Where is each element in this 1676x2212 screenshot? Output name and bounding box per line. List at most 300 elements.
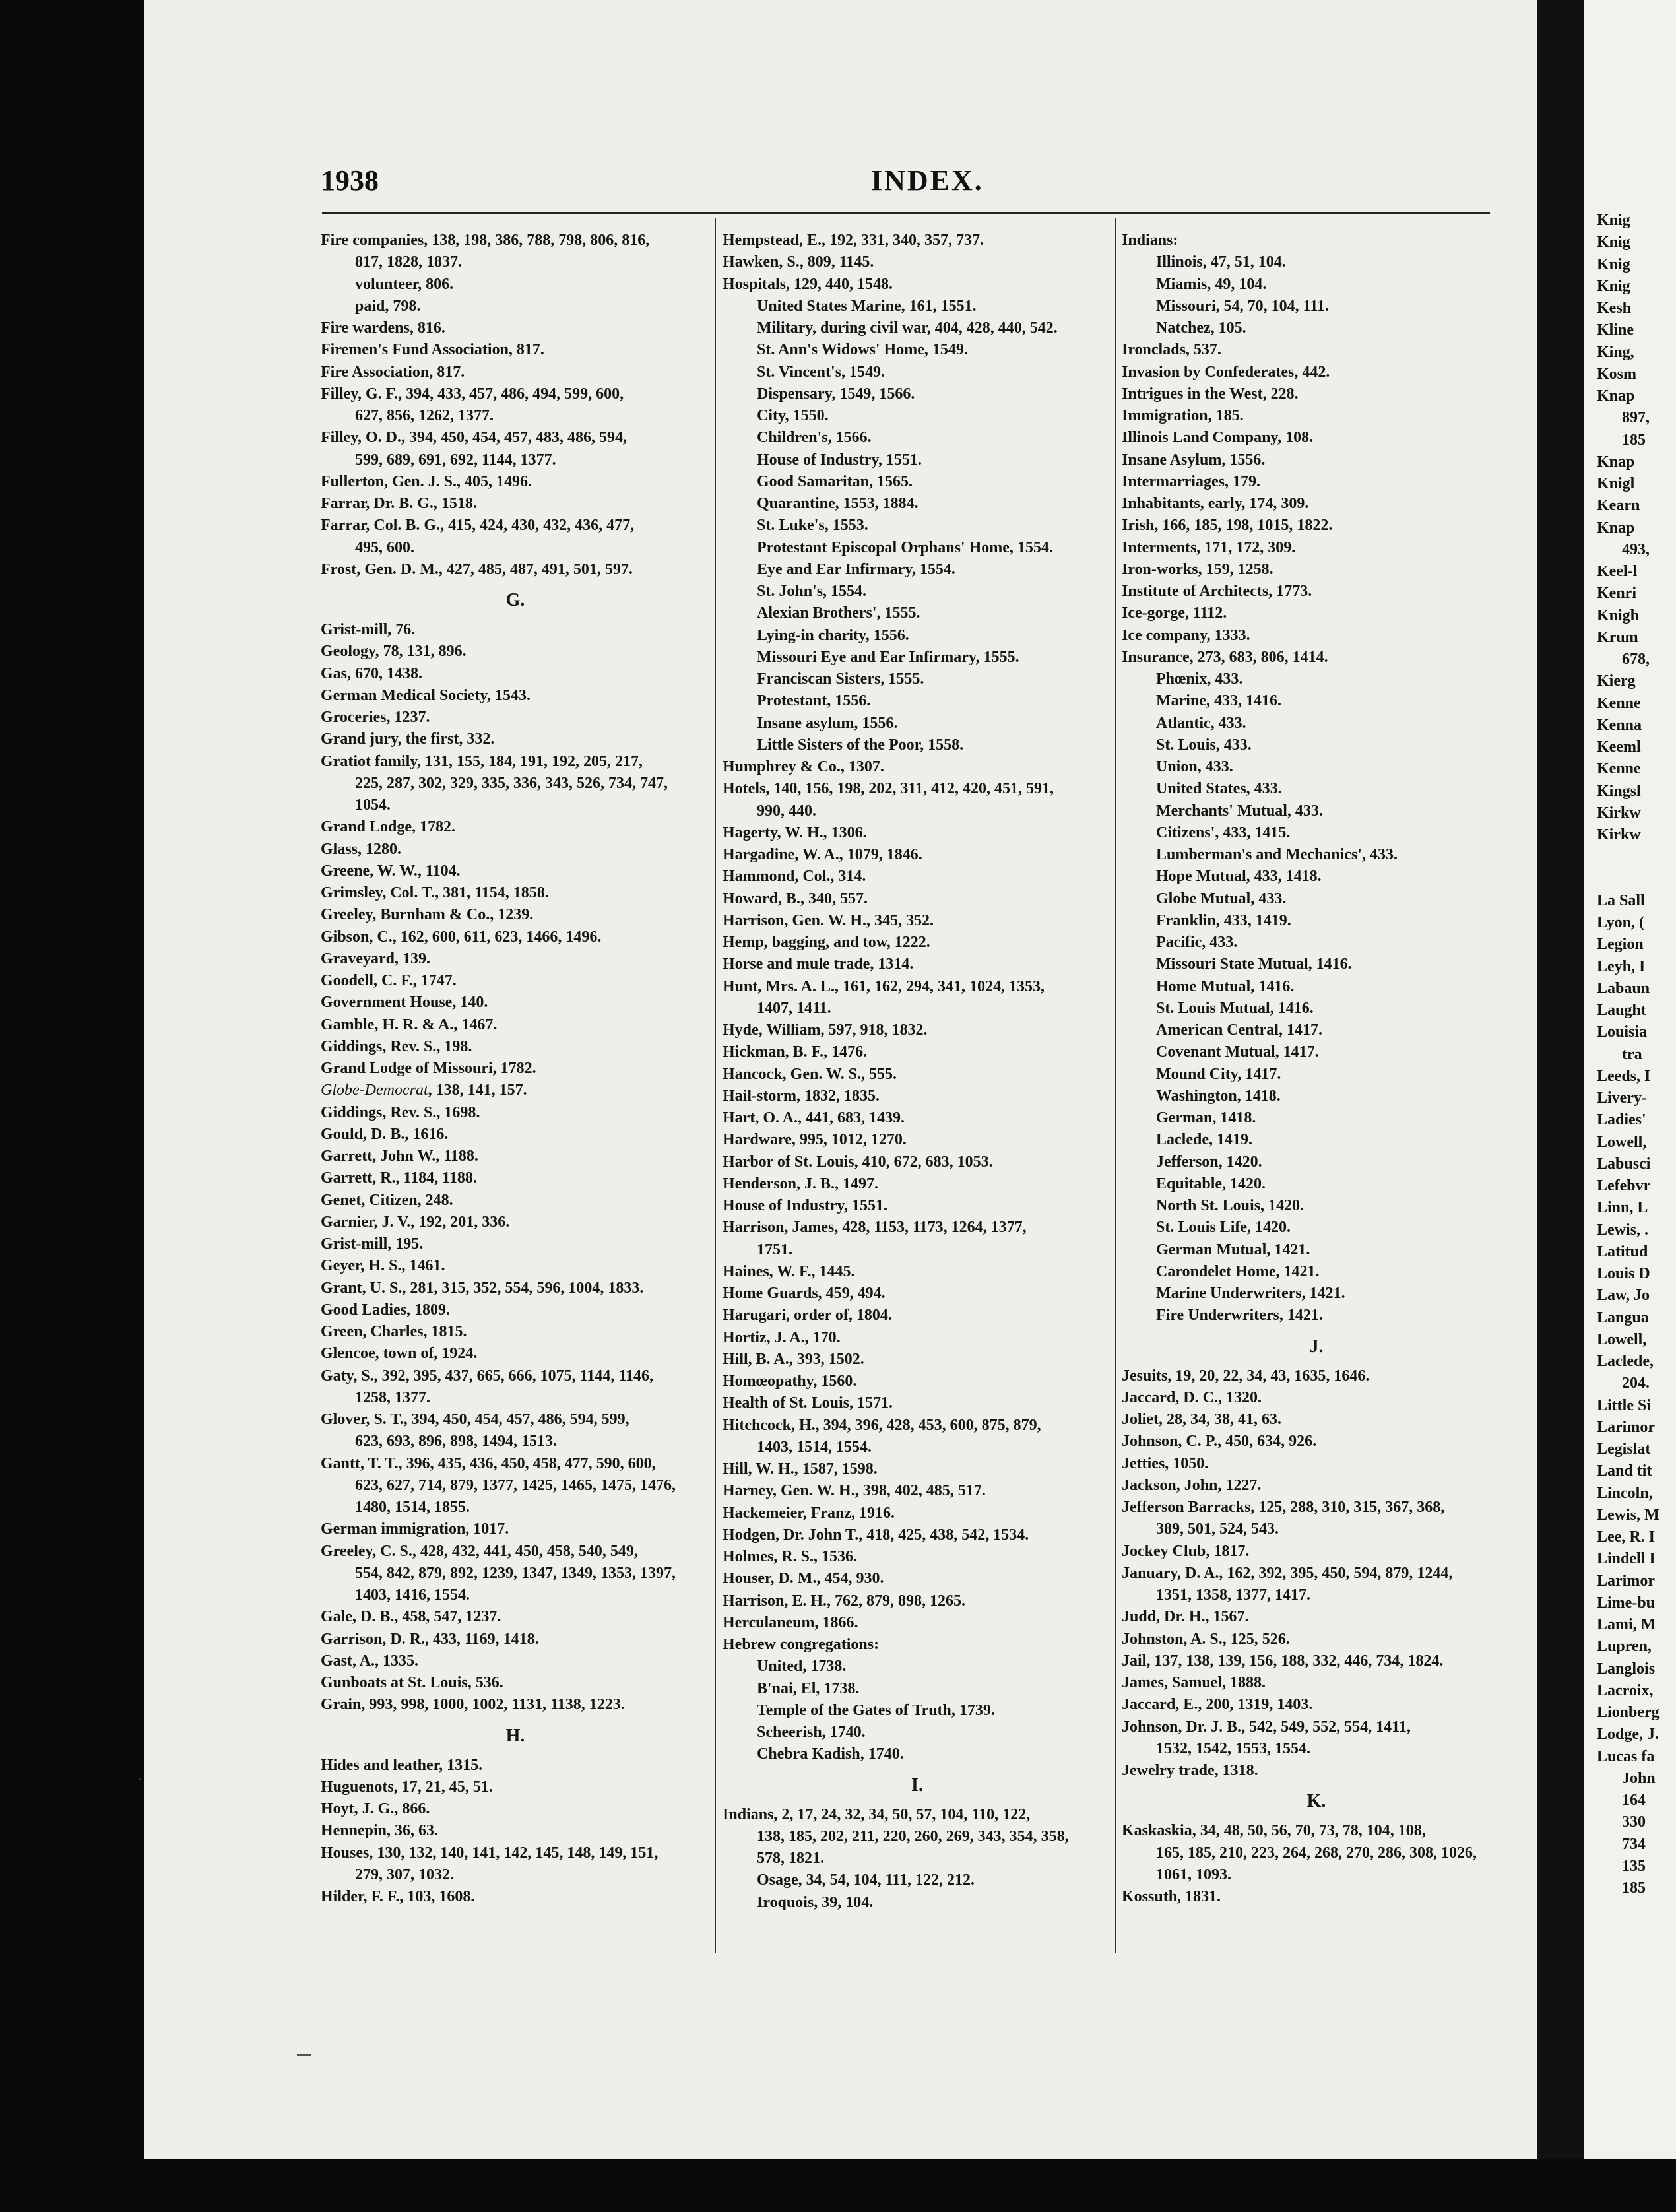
facing-page-fragment: Kirkw	[1597, 804, 1641, 822]
index-entry: Good Ladies, 1809.	[321, 1301, 451, 1318]
index-subentry: Union, 433.	[1156, 758, 1233, 775]
index-entry: Ice-gorge, 1112.	[1122, 604, 1227, 622]
facing-page-fragment: Leeds, I	[1597, 1067, 1651, 1085]
facing-page-fragment: La Sall	[1597, 892, 1645, 909]
index-entry: Giddings, Rev. S., 198.	[321, 1037, 472, 1055]
index-entry: Johnston, A. S., 125, 526.	[1122, 1630, 1290, 1648]
index-entry: Farrar, Col. B. G., 415, 424, 430, 432, 436, 477,	[321, 517, 635, 535]
index-entry-continuation: 1054.	[355, 797, 391, 814]
index-entry-continuation: 623, 693, 896, 898, 1494, 1513.	[355, 1433, 557, 1450]
index-subentry: House of Industry, 1551.	[757, 451, 922, 469]
index-subentry: United, 1738.	[757, 1658, 847, 1675]
index-subentry: Fire Underwriters, 1421.	[1156, 1307, 1323, 1324]
index-subentry: Alexian Brothers', 1555.	[757, 604, 920, 622]
facing-page-fragment: 330	[1622, 1813, 1646, 1831]
facing-page-gap	[1584, 868, 1676, 890]
facing-page-fragment: Ladies'	[1597, 1111, 1646, 1129]
index-entry: Insurance, 273, 683, 806, 1414.	[1122, 648, 1328, 666]
index-subentry: Iroquois, 39, 104.	[757, 1893, 874, 1911]
facing-page-fragment: Lodge, J.	[1597, 1726, 1660, 1743]
index-subentry: Citizens', 433, 1415.	[1156, 824, 1291, 841]
facing-page-fragment: Langua	[1597, 1309, 1649, 1326]
index-subentry: United States, 433.	[1156, 780, 1282, 798]
index-entry: Home Guards, 459, 494.	[723, 1285, 886, 1302]
facing-page-fragment: Law, Jo	[1597, 1287, 1650, 1305]
index-subentry: Dispensary, 1549, 1566.	[757, 385, 915, 403]
index-subentry: Insane asylum, 1556.	[757, 714, 898, 732]
index-column-1	[321, 230, 710, 1985]
index-entry: Hides and leather, 1315.	[321, 1756, 483, 1774]
index-entry: Hennepin, 36, 63.	[321, 1822, 439, 1840]
index-subentry: Merchants' Mutual, 433.	[1156, 802, 1323, 820]
facing-page-fragment: Legislat	[1597, 1441, 1651, 1458]
index-entry: Filley, G. F., 394, 433, 457, 486, 494, 599, 600,	[321, 385, 624, 403]
index-entry: Holmes, R. S., 1536.	[723, 1548, 857, 1565]
index-entry: Gale, D. B., 458, 547, 1237.	[321, 1608, 501, 1626]
facing-page-fragment: Little Si	[1597, 1396, 1651, 1414]
scan-mark	[297, 2054, 311, 2056]
index-entry: Goodell, C. F., 1747.	[321, 972, 457, 989]
index-entry: Immigration, 185.	[1122, 407, 1244, 424]
index-subentry: Protestant Episcopal Orphans' Home, 1554.	[757, 538, 1053, 556]
index-entry: Horse and mule trade, 1314.	[723, 956, 914, 973]
facing-page-fragment: 164	[1622, 1792, 1646, 1809]
facing-page-fragment: Legion	[1597, 936, 1644, 954]
section-letter-heading: K.	[1306, 1791, 1326, 1812]
index-entry: Hill, W. H., 1587, 1598.	[723, 1460, 878, 1478]
index-entry: Inhabitants, early, 174, 309.	[1122, 495, 1309, 512]
index-entry: Garrett, John W., 1188.	[321, 1148, 478, 1165]
index-entry: German Medical Society, 1543.	[321, 686, 531, 704]
index-entry: Grand Lodge of Missouri, 1782.	[321, 1060, 536, 1077]
index-entry-continuation: 554, 842, 879, 892, 1239, 1347, 1349, 1353, 1397,	[355, 1564, 676, 1582]
index-entry: Grand Lodge, 1782.	[321, 818, 456, 836]
index-entry: Jaccard, E., 200, 1319, 1403.	[1122, 1696, 1313, 1714]
facing-page-edge	[1584, 0, 1676, 2159]
facing-page-fragment: Lee, R. I	[1597, 1528, 1655, 1545]
scan-speck: ·	[139, 1775, 142, 1785]
index-entry: Hickman, B. F., 1476.	[723, 1043, 868, 1061]
index-entry-continuation: 1258, 1377.	[355, 1388, 430, 1406]
facing-page-fragment: Lewis, .	[1597, 1221, 1648, 1239]
index-subentry: Franklin, 433, 1419.	[1156, 911, 1291, 929]
index-entry: Johnson, C. P., 450, 634, 926.	[1122, 1433, 1317, 1450]
index-entry: Fire companies, 138, 198, 386, 788, 798, 806, 816,	[321, 232, 650, 249]
facing-page-fragment: Kearn	[1597, 497, 1640, 515]
index-entry: Grant, U. S., 281, 315, 352, 554, 596, 1004, 1833.	[321, 1279, 644, 1297]
facing-page-fragment: Kenri	[1597, 585, 1636, 602]
index-subentry: Missouri Eye and Ear Infirmary, 1555.	[757, 648, 1019, 666]
index-entry-continuation: 623, 627, 714, 879, 1377, 1425, 1465, 1475, 1476,	[355, 1476, 676, 1494]
index-subentry: Globe Mutual, 433.	[1156, 890, 1287, 907]
scan-border	[0, 2159, 1676, 2212]
facing-page-fragment: 185	[1622, 1879, 1646, 1897]
index-entry: Greene, W. W., 1104.	[321, 862, 461, 880]
facing-page-fragment: 204.	[1622, 1375, 1650, 1392]
index-subentry: volunteer, 806.	[355, 275, 454, 293]
index-entry-continuation: 1480, 1514, 1855.	[355, 1499, 470, 1516]
index-entry: Harrison, Gen. W. H., 345, 352.	[723, 911, 934, 929]
index-entry: Haines, W. F., 1445.	[723, 1262, 855, 1280]
index-entry: Gould, D. B., 1616.	[321, 1125, 449, 1143]
header-rule	[322, 212, 1490, 214]
index-entry: Indians, 2, 17, 24, 32, 34, 50, 57, 104, 110, 122,	[723, 1805, 1031, 1823]
section-letter-heading: J.	[1309, 1336, 1324, 1357]
index-entry: Gratiot family, 131, 155, 184, 191, 192, 205, 217,	[321, 752, 643, 770]
index-entry: Ironclads, 537.	[1122, 341, 1221, 359]
facing-page-fragment: 493,	[1622, 540, 1650, 558]
index-entry-continuation: 990, 440.	[757, 802, 816, 820]
index-entry: Interments, 171, 172, 309.	[1122, 538, 1296, 556]
index-entry: Houser, D. M., 454, 930.	[723, 1570, 884, 1588]
facing-page-fragment: 185	[1622, 431, 1646, 449]
facing-page-fragment: Knigl	[1597, 475, 1635, 492]
facing-page-fragment: Kenne	[1597, 694, 1641, 712]
index-subentry: Laclede, 1419.	[1156, 1131, 1252, 1149]
facing-page-gap	[1584, 846, 1676, 868]
index-column-2	[723, 230, 1112, 1985]
facing-page-fragment: Lyon, (	[1597, 914, 1645, 931]
index-subentry: Washington, 1418.	[1156, 1087, 1281, 1105]
index-entry: Ice company, 1333.	[1122, 626, 1250, 644]
index-subentry: Children's, 1566.	[757, 429, 872, 447]
index-entry-continuation: 578, 1821.	[757, 1850, 824, 1867]
facing-page-fragment: Kingsl	[1597, 782, 1641, 800]
index-entry: Hawken, S., 809, 1145.	[723, 253, 874, 271]
index-subentry: Scheerish, 1740.	[757, 1724, 866, 1741]
index-subentry: St. Louis Mutual, 1416.	[1156, 999, 1314, 1017]
index-entry: Judd, Dr. H., 1567.	[1122, 1608, 1249, 1626]
index-entry: Genet, Citizen, 248.	[321, 1191, 453, 1209]
index-entry: Frost, Gen. D. M., 427, 485, 487, 491, 501, 597.	[321, 560, 633, 578]
index-subentry: Missouri State Mutual, 1416.	[1156, 956, 1352, 973]
index-subentry: German, 1418.	[1156, 1109, 1256, 1126]
facing-page-fragment: 135	[1622, 1857, 1646, 1875]
facing-page-fragment: John	[1622, 1769, 1656, 1787]
index-entry: Hancock, Gen. W. S., 555.	[723, 1065, 897, 1083]
index-entry-continuation: 1403, 1514, 1554.	[757, 1438, 872, 1456]
index-entry: Institute of Architects, 1773.	[1122, 583, 1312, 600]
index-entry: Gaty, S., 392, 395, 437, 665, 666, 1075, 1144, 1146,	[321, 1367, 654, 1384]
index-entry: Hotels, 140, 156, 198, 202, 311, 412, 420, 451, 591,	[723, 780, 1054, 798]
facing-page-fragment: Larimor	[1597, 1572, 1655, 1590]
index-entry: Hill, B. A., 393, 1502.	[723, 1350, 864, 1368]
index-entry: House of Industry, 1551.	[723, 1197, 888, 1214]
index-entry: Indians:	[1122, 232, 1178, 249]
index-entry: Greeley, Burnham & Co., 1239.	[321, 906, 534, 924]
index-subentry: Military, during civil war, 404, 428, 440, 542.	[757, 319, 1058, 337]
index-subentry: Home Mutual, 1416.	[1156, 977, 1295, 995]
column-rule	[1115, 218, 1116, 1953]
index-entry-continuation: 389, 501, 524, 543.	[1156, 1520, 1279, 1538]
facing-page-fragment: Kenna	[1597, 716, 1642, 734]
index-entry-continuation: 1407, 1411.	[757, 999, 831, 1017]
index-subentry: Chebra Kadish, 1740.	[757, 1745, 904, 1763]
index-subentry: Hope Mutual, 433, 1418.	[1156, 868, 1322, 886]
index-entry: Hitchcock, H., 394, 396, 428, 453, 600, 875, 879,	[723, 1416, 1041, 1434]
index-entry: Hackemeier, Franz, 1916.	[723, 1504, 895, 1522]
facing-page-fragment: Lowell,	[1597, 1133, 1647, 1151]
index-subentry: United States Marine, 161, 1551.	[757, 297, 977, 315]
index-subentry: American Central, 1417.	[1156, 1022, 1322, 1039]
index-entry: Fire wardens, 816.	[321, 319, 445, 337]
index-entry: Hardware, 995, 1012, 1270.	[723, 1131, 907, 1149]
index-entry: Hammond, Col., 314.	[723, 868, 866, 886]
facing-page-fragments	[1584, 210, 1676, 1899]
index-subentry: St. Luke's, 1553.	[757, 517, 868, 535]
index-subentry: Eye and Ear Infirmary, 1554.	[757, 560, 955, 578]
index-entry: Hospitals, 129, 440, 1548.	[723, 275, 893, 293]
index-subentry: German Mutual, 1421.	[1156, 1241, 1310, 1258]
index-entry: Henderson, J. B., 1497.	[723, 1175, 879, 1192]
index-entry: Grain, 993, 998, 1000, 1002, 1131, 1138, 1223.	[321, 1696, 625, 1714]
facing-page-fragment: Linn, L	[1597, 1199, 1648, 1217]
index-entry: Huguenots, 17, 21, 45, 51.	[321, 1778, 493, 1796]
index-entry: Firemen's Fund Association, 817.	[321, 341, 544, 359]
index-entry-continuation: 138, 185, 202, 211, 220, 260, 269, 343, 354, 358,	[757, 1827, 1069, 1845]
index-subentry: St. Vincent's, 1549.	[757, 363, 886, 381]
index-entry: Jefferson Barracks, 125, 288, 310, 315, 367, 368,	[1122, 1499, 1445, 1516]
index-entry: Garrett, R., 1184, 1188.	[321, 1169, 477, 1187]
index-entry-continuation: 627, 856, 1262, 1377.	[355, 407, 494, 424]
index-entry: Garnier, J. V., 192, 201, 336.	[321, 1213, 510, 1231]
section-letter-heading: H.	[505, 1725, 525, 1746]
index-entry: Globe-Democrat, 138, 141, 157.	[321, 1082, 527, 1099]
index-entry: Harrison, E. H., 762, 879, 898, 1265.	[723, 1592, 966, 1610]
index-entry: Jetties, 1050.	[1122, 1454, 1209, 1472]
index-subentry: paid, 798.	[355, 297, 421, 315]
index-subentry: Atlantic, 433.	[1156, 714, 1246, 732]
section-letter-heading: I.	[911, 1774, 923, 1796]
facing-page-fragment: 897,	[1622, 409, 1650, 427]
facing-page-fragment: Labusci	[1597, 1155, 1651, 1173]
index-entry-continuation: 1061, 1093.	[1156, 1866, 1231, 1883]
index-entry: Giddings, Rev. S., 1698.	[321, 1103, 480, 1121]
facing-page-fragment: Kierg	[1597, 672, 1636, 690]
facing-page-fragment: tra	[1622, 1045, 1642, 1063]
facing-page-fragment: Latitud	[1597, 1243, 1648, 1260]
facing-page-fragment: Keeml	[1597, 738, 1641, 756]
index-entry: Harbor of St. Louis, 410, 672, 683, 1053.	[723, 1153, 993, 1171]
index-subentry: Equitable, 1420.	[1156, 1175, 1266, 1192]
facing-page-fragment: Krum	[1597, 628, 1638, 646]
index-entry: Jackson, John, 1227.	[1122, 1476, 1262, 1494]
index-entry: Graveyard, 139.	[321, 950, 430, 967]
index-entry: Gas, 670, 1438.	[321, 665, 423, 682]
index-entry: Hart, O. A., 441, 683, 1439.	[723, 1109, 905, 1126]
index-entry: Health of St. Louis, 1571.	[723, 1394, 893, 1412]
index-entry: Farrar, Dr. B. G., 1518.	[321, 495, 477, 512]
index-entry: James, Samuel, 1888.	[1122, 1674, 1266, 1691]
index-subentry: Good Samaritan, 1565.	[757, 472, 913, 490]
index-entry: Irish, 166, 185, 198, 1015, 1822.	[1122, 517, 1333, 535]
index-entry: Hargadine, W. A., 1079, 1846.	[723, 846, 922, 863]
page-title: INDEX.	[871, 164, 984, 197]
index-subentry: Marine, 433, 1416.	[1156, 692, 1281, 710]
index-entry: Glass, 1280.	[321, 840, 402, 858]
index-entry-continuation: 225, 287, 302, 329, 335, 336, 343, 526, 734, 747,	[355, 774, 668, 792]
facing-page-fragment: Langlois	[1597, 1660, 1656, 1677]
index-entry: German immigration, 1017.	[321, 1520, 509, 1538]
index-entry: Illinois Land Company, 108.	[1122, 429, 1314, 447]
facing-page-fragment: Livery-	[1597, 1090, 1647, 1107]
facing-page-fragment: Louis D	[1597, 1265, 1650, 1282]
facing-page-fragment: Keel-l	[1597, 563, 1638, 580]
facing-page-fragment: Knap	[1597, 387, 1635, 405]
index-entry: Green, Charles, 1815.	[321, 1323, 467, 1340]
index-entry: Johnson, Dr. J. B., 542, 549, 552, 554, 1411,	[1122, 1718, 1411, 1736]
index-entry: Jewelry trade, 1318.	[1122, 1762, 1258, 1779]
index-entry-continuation: 495, 600.	[355, 538, 414, 556]
facing-page-fragment: Knig	[1597, 234, 1630, 251]
index-subentry: City, 1550.	[757, 407, 829, 424]
section-letter-heading: G.	[505, 590, 525, 610]
index-entry: Geology, 78, 131, 896.	[321, 643, 467, 661]
index-entry: Gast, A., 1335.	[321, 1652, 419, 1670]
facing-page-fragment: 734	[1622, 1835, 1646, 1853]
index-entry: Joliet, 28, 34, 38, 41, 63.	[1122, 1411, 1281, 1428]
index-subentry: Phœnix, 433.	[1156, 670, 1243, 688]
facing-page-fragment: Leyh, I	[1597, 958, 1646, 975]
index-entry-continuation: 1532, 1542, 1553, 1554.	[1156, 1740, 1310, 1757]
index-subentry: Protestant, 1556.	[757, 692, 871, 710]
index-entry: Insane Asylum, 1556.	[1122, 451, 1266, 469]
index-entry: Jockey Club, 1817.	[1122, 1542, 1250, 1560]
facing-page-fragment: Kesh	[1597, 300, 1632, 317]
facing-page-fragment: Lacroix,	[1597, 1681, 1654, 1699]
index-subentry: Lumberman's and Mechanics', 433.	[1156, 846, 1398, 863]
index-entry: Invasion by Confederates, 442.	[1122, 363, 1330, 381]
index-entry: Harrison, James, 428, 1153, 1173, 1264, 1377,	[723, 1219, 1027, 1237]
index-subentry: Covenant Mutual, 1417.	[1156, 1043, 1319, 1061]
index-entry: Hagerty, W. H., 1306.	[723, 824, 867, 841]
index-entry: Hebrew congregations:	[723, 1636, 880, 1653]
facing-page-fragment: Knig	[1597, 255, 1630, 273]
index-entry: Kossuth, 1831.	[1122, 1888, 1221, 1905]
index-subentry: St. Louis Life, 1420.	[1156, 1219, 1291, 1237]
facing-page-fragment: Land tit	[1597, 1462, 1652, 1480]
index-entry: Groceries, 1237.	[321, 709, 430, 726]
facing-page-fragment: Kline	[1597, 321, 1634, 339]
index-entry-continuation: 1403, 1416, 1554.	[355, 1586, 470, 1604]
index-subentry: Jefferson, 1420.	[1156, 1153, 1262, 1171]
index-entry: Grist-mill, 195.	[321, 1235, 424, 1252]
page-number: 1938	[321, 164, 379, 197]
index-subentry: Marine Underwriters, 1421.	[1156, 1285, 1345, 1302]
index-entry: Jesuits, 19, 20, 22, 34, 43, 1635, 1646.	[1122, 1367, 1370, 1384]
index-entry: Howard, B., 340, 557.	[723, 890, 868, 907]
index-entry: Grimsley, Col. T., 381, 1154, 1858.	[321, 884, 549, 901]
facing-page-fragment: Lionberg	[1597, 1704, 1660, 1721]
index-subentry: Temple of the Gates of Truth, 1739.	[757, 1701, 995, 1719]
index-entry: Grand jury, the first, 332.	[321, 731, 495, 748]
index-entry: Gamble, H. R. & A., 1467.	[321, 1016, 498, 1033]
facing-page-fragment: Lami, M	[1597, 1616, 1656, 1633]
index-entry: Fullerton, Gen. J. S., 405, 1496.	[321, 472, 532, 490]
facing-page-fragment: Lefebvr	[1597, 1177, 1651, 1194]
index-subentry: Miamis, 49, 104.	[1156, 275, 1267, 293]
facing-page-fragment: Knig	[1597, 277, 1630, 295]
index-entry-continuation: 817, 1828, 1837.	[355, 253, 462, 271]
index-subentry: Little Sisters of the Poor, 1558.	[757, 736, 964, 754]
facing-page-fragment: Knap	[1597, 453, 1635, 471]
index-entry: Kaskaskia, 34, 48, 50, 56, 70, 73, 78, 104, 108,	[1122, 1822, 1426, 1840]
facing-page-fragment: Lupren,	[1597, 1638, 1652, 1656]
index-entry: Gibson, C., 162, 600, 611, 623, 1466, 1496.	[321, 928, 602, 946]
index-entry: Intermarriages, 179.	[1122, 472, 1260, 490]
index-entry: Gantt, T. T., 396, 435, 436, 450, 458, 477, 590, 600,	[321, 1454, 656, 1472]
facing-page-fragment: Kirkw	[1597, 826, 1641, 843]
index-entry: Humphrey & Co., 1307.	[723, 758, 884, 775]
index-entry-continuation: 599, 689, 691, 692, 1144, 1377.	[355, 451, 556, 469]
index-subentry: B'nai, El, 1738.	[757, 1679, 860, 1697]
index-entry: Jaccard, D. C., 1320.	[1122, 1388, 1262, 1406]
index-entry: Hemp, bagging, and tow, 1222.	[723, 934, 930, 951]
facing-page-fragment: Laught	[1597, 1002, 1646, 1019]
column-rule	[715, 218, 716, 1953]
index-entry-continuation: 1751.	[757, 1241, 792, 1258]
index-entry: Iron-works, 159, 1258.	[1122, 560, 1273, 578]
index-subentry: Osage, 34, 54, 104, 111, 122, 212.	[757, 1871, 975, 1889]
index-entry: Fire Association, 817.	[321, 363, 465, 381]
index-subentry: St. John's, 1554.	[757, 583, 867, 600]
facing-page-fragment: Knigh	[1597, 606, 1640, 624]
facing-page-fragment: Lowell,	[1597, 1330, 1647, 1348]
index-entry: Garrison, D. R., 433, 1169, 1418.	[321, 1630, 539, 1648]
index-subentry: Carondelet Home, 1421.	[1156, 1262, 1320, 1280]
index-subentry: St. Ann's Widows' Home, 1549.	[757, 341, 968, 359]
facing-page-fragment: Louisia	[1597, 1024, 1648, 1041]
index-entry: Hilder, F. F., 103, 1608.	[321, 1888, 475, 1905]
index-entry: Gunboats at St. Louis, 536.	[321, 1674, 503, 1691]
facing-page-fragment: Labaun	[1597, 979, 1650, 997]
index-subentry: St. Louis, 433.	[1156, 736, 1252, 754]
facing-page-fragment: Kosm	[1597, 365, 1636, 383]
index-entry-continuation: 1351, 1358, 1377, 1417.	[1156, 1586, 1310, 1604]
index-entry: Grist-mill, 76.	[321, 621, 416, 638]
index-entry: Houses, 130, 132, 140, 141, 142, 145, 148, 149, 151,	[321, 1844, 659, 1862]
index-subentry: Mound City, 1417.	[1156, 1065, 1281, 1083]
index-subentry: Natchez, 105.	[1156, 319, 1246, 337]
index-subentry: Missouri, 54, 70, 104, 111.	[1156, 297, 1330, 315]
index-entry: Homœopathy, 1560.	[723, 1373, 857, 1390]
index-entry-continuation: 279, 307, 1032.	[355, 1866, 454, 1883]
index-entry: Hoyt, J. G., 866.	[321, 1800, 430, 1817]
index-entry: Harney, Gen. W. H., 398, 402, 485, 517.	[723, 1482, 986, 1500]
index-entry: Hortiz, J. A., 170.	[723, 1328, 841, 1346]
facing-page-fragment: Knap	[1597, 519, 1635, 537]
index-entry: Intrigues in the West, 228.	[1122, 385, 1299, 403]
index-entry: Hodgen, Dr. John T., 418, 425, 438, 542, 1534.	[723, 1526, 1029, 1544]
index-entry: Government House, 140.	[321, 994, 488, 1012]
index-entry: Glover, S. T., 394, 450, 454, 457, 486, 594, 599,	[321, 1411, 629, 1428]
index-entry: Glencoe, town of, 1924.	[321, 1345, 478, 1363]
index-subentry: Franciscan Sisters, 1555.	[757, 670, 924, 688]
index-entry: Geyer, H. S., 1461.	[321, 1257, 445, 1275]
book-gutter	[1537, 0, 1584, 2159]
index-entry: Harugari, order of, 1804.	[723, 1307, 892, 1324]
facing-page-fragment: King,	[1597, 343, 1634, 361]
index-entry: Jail, 137, 138, 139, 156, 188, 332, 446, 734, 1824.	[1122, 1652, 1444, 1670]
facing-page-fragment: Lucas fa	[1597, 1747, 1655, 1765]
index-entry: Hempstead, E., 192, 331, 340, 357, 737.	[723, 232, 984, 249]
facing-page-fragment: Lincoln,	[1597, 1484, 1653, 1502]
index-subentry: Pacific, 433.	[1156, 934, 1238, 951]
index-subentry: North St. Louis, 1420.	[1156, 1197, 1305, 1214]
index-subentry: Lying-in charity, 1556.	[757, 626, 909, 644]
index-subentry: Quarantine, 1553, 1884.	[757, 495, 919, 512]
index-subentry: Illinois, 47, 51, 104.	[1156, 253, 1286, 271]
